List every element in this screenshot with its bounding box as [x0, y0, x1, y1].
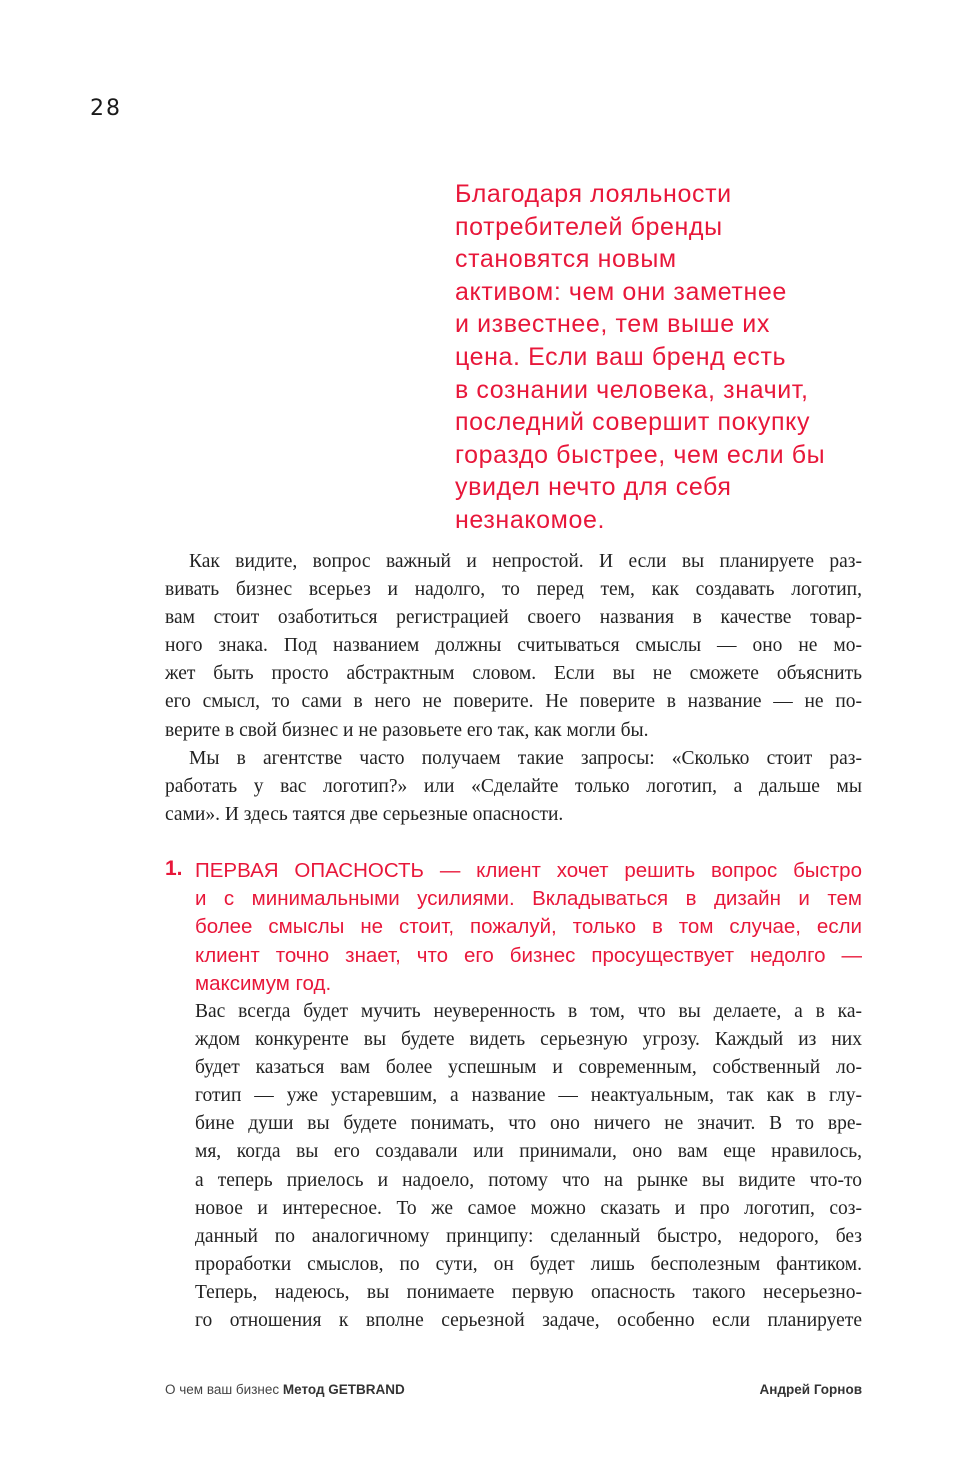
list-number: 1.	[165, 857, 183, 880]
text-line: а теперь приелось и надоело, потому что на рынке вы видите что-то	[195, 1169, 862, 1191]
text-line: активом: чем они заметнее	[455, 277, 787, 306]
text-line: вам стоит озаботиться регистрацией своего названия в качестве товар-	[165, 607, 862, 629]
text-line: сами». И здесь таятся две серьезные опасности.	[165, 803, 564, 825]
text-line: новое и интересное. То же самое можно сказать и про логотип, соз-	[195, 1197, 862, 1219]
text-line: увидел нечто для себя	[455, 473, 732, 502]
text-line: и известнее, тем выше их	[455, 310, 770, 339]
paragraph	[165, 548, 862, 745]
footer-book-title	[165, 1382, 405, 1397]
text-line: данный по аналогичному принципу: сделанный быстро, недорого, без	[195, 1225, 862, 1247]
text-line: готип — уже устаревшим, а название — неактуальным, так как в глу-	[195, 1085, 862, 1107]
text-line: более смыслы не стоит, пожалуй, только в том случае, если	[195, 915, 862, 939]
footer-author: Андрей Горнов	[759, 1382, 862, 1397]
page-footer	[165, 1382, 862, 1397]
text-line: ждом конкуренте вы будете видеть серьезную угрозу. Каждый из них	[195, 1029, 862, 1051]
text-line: последний совершит покупку	[455, 408, 811, 437]
text-line: верите в свой бизнес и не разовьете его так, как могли бы.	[165, 719, 649, 741]
text-line: вивать бизнес всерьез и надолго, то перед тем, как создавать логотип,	[165, 579, 862, 601]
text-line: клиент точно знает, что его бизнес просуществует недолго —	[195, 943, 862, 967]
text-line: мя, когда вы его создавали или принимали, оно вам еще нравилось,	[195, 1141, 862, 1163]
book-title: О чем ваш бизнес	[165, 1382, 280, 1397]
pull-quote	[455, 178, 875, 537]
text-line: бине души вы будете понимать, что оно ничего не значит. В то вре-	[195, 1113, 862, 1135]
text-line: максимум год.	[195, 971, 332, 995]
text-line: будет казаться вам более успешным и современным, собственный ло-	[195, 1057, 862, 1079]
text-line: Вас всегда будет мучить неуверенность в том, что вы делаете, а в ка-	[195, 1001, 862, 1023]
text-line: незнакомое.	[455, 505, 605, 534]
text-line: в сознании человека, значит,	[455, 375, 809, 404]
text-line: ного знака. Под названием должны считываться смыслы — оно не мо-	[165, 635, 862, 657]
text-line: гораздо быстрее, чем если бы	[455, 440, 826, 469]
text-line: его смысл, то сами в него не поверите. Не поверите в название — не по-	[165, 691, 862, 713]
text-line: Теперь, надеюсь, вы понимаете первую опасность такого несерьезно-	[195, 1281, 862, 1303]
text-line: проработки смыслов, по сути, он будет лишь бесполезным фантиком.	[195, 1253, 862, 1275]
text-line: го отношения к вполне серьезной задаче, особенно если планируете	[195, 1310, 862, 1332]
list-heading	[195, 857, 862, 998]
text-line: Благодаря лояльности	[455, 180, 732, 208]
text-line: жет быть просто абстрактным словом. Если вы не сможете объяснить	[165, 663, 862, 685]
text-line: Как видите, вопрос важный и непростой. И если вы планируете раз-	[189, 551, 862, 572]
text-line: ПЕРВАЯ ОПАСНОСТЬ — клиент хочет решить вопрос быстро	[195, 859, 862, 882]
list-body	[195, 998, 862, 1335]
text-line: цена. Если ваш бренд есть	[455, 342, 787, 371]
body-text	[165, 548, 862, 829]
text-line: становятся новым	[455, 245, 677, 274]
page-number: 28	[90, 96, 122, 121]
text-line: Мы в агентстве часто получаем такие запросы: «Сколько стоит раз-	[189, 747, 862, 769]
text-line: потребителей бренды	[455, 212, 723, 241]
paragraph	[165, 745, 862, 829]
text-line: работать у вас логотип?» или «Сделайте только логотип, а дальше мы	[165, 775, 862, 797]
text-line: и с минимальными усилиями. Вкладываться в дизайн и тем	[195, 887, 862, 911]
book-subtitle: Метод GETBRAND	[282, 1382, 405, 1397]
numbered-list-item	[165, 857, 862, 1335]
